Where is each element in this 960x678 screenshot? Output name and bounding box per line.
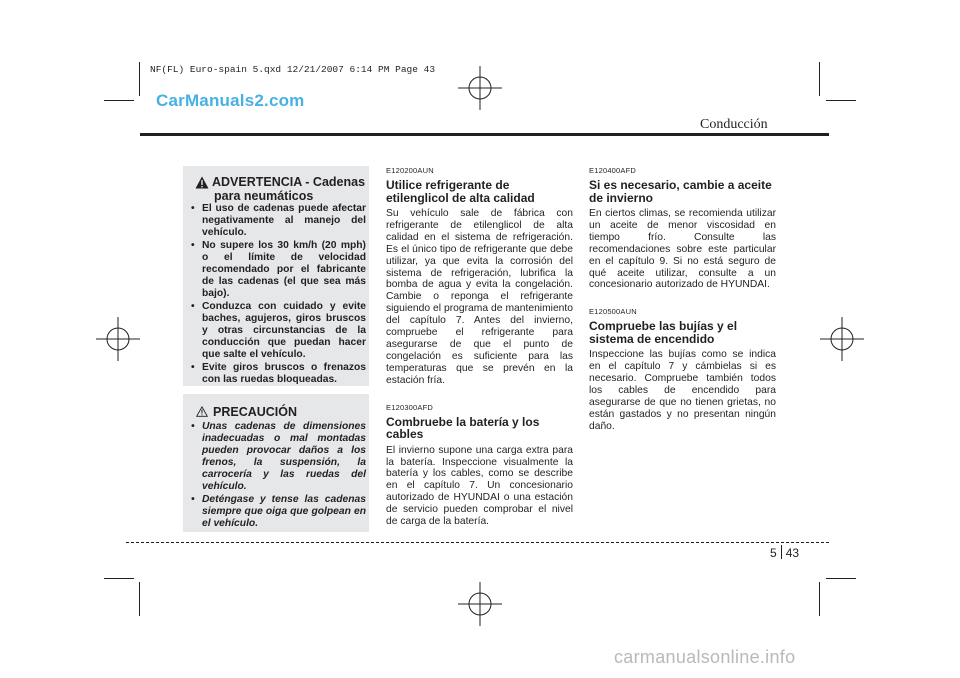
chapter-number: 5 — [770, 546, 777, 560]
section-code: E120500AUN — [589, 307, 637, 317]
section-title: Conducción — [700, 117, 768, 132]
footer-rule — [126, 542, 829, 543]
warning-list — [188, 203, 366, 387]
list-item: • Conduzca con cuidado y evite baches, agujeros, giros bruscos y otras circunstancias de la conducción que puedan hacer que salte el vehículo. — [188, 301, 366, 361]
list-item: • Unas cadenas de dimensiones inadecuadas o mal montadas pueden provocar daños a los frenos, la suspensión, la carrocería y las ruedas del vehículo. — [188, 421, 366, 493]
section-code: E120400AFD — [589, 166, 637, 175]
section-text: Su vehículo sale de fábrica con refrigerante de etilenglicol de alta calidad en el sistema de refrigeración. Es el único tipo de refrigerante que debe utilizar, ya que evita la corrosión del sistema de refrigeración, lubrifica la bomba de agua y evita la congelación. Cambie o reponga el refrigerante siguiendo el programa de mantenimiento del capítulo 7. Antes del invierno, compruebe el refrigerante para asegurarse de que el punto de congelación es suficiente para las temperaturas que se prevén en la estación fría. — [386, 208, 573, 386]
section-heading: Si es necesario, cambie a aceite de invierno — [589, 178, 772, 205]
section-code: E120200AUN — [386, 166, 434, 175]
crop-mark — [819, 582, 820, 616]
crop-mark — [104, 578, 134, 579]
warning-box — [183, 166, 369, 386]
page-separator — [781, 545, 782, 559]
section-heading: Combruebe la batería y los cables — [386, 414, 540, 442]
caution-title: PRECAUCIÓN — [213, 405, 298, 419]
page-number-value: 43 — [785, 546, 800, 560]
print-header: NF(FL) Euro-spain 5.qxd 12/21/2007 6:14 PM Page 43 — [150, 64, 436, 75]
registration-mark-icon — [458, 582, 502, 626]
section-text: En ciertos climas, se recomienda utilizar un aceite de menor viscosidad en tiempo frío. Consulte las recomendaciones sobre este particular en el capítulo 9. Si no está seguro de qué aceite utilizar, consulte a un concesionario autorizado de HYUNDAI. — [589, 208, 776, 291]
caution-box — [183, 394, 369, 532]
page-number — [770, 545, 799, 560]
crop-mark — [826, 100, 856, 101]
list-item: • El uso de cadenas puede afectar negativamente al manejo del vehículo. — [188, 203, 366, 239]
section-text: Inspeccione las bujías como se indica en el capítulo 7 y cámbielas si es necesario. Compruebe también todos los cables de encendido para asegurarse de que no tienen grietas, no están gastados y no presentan ningún daño. — [589, 349, 776, 432]
right-column — [589, 166, 776, 433]
section-text: El invierno supone una carga extra para la batería. Inspeccione visualmente la batería y los cables, como se describe en el capítulo 7. Un concesionario autorizado de HYUNDAI o una estación de servicio pueden comprobar el nivel de carga de la batería. — [386, 444, 573, 528]
list-item: • Deténgase y tense las cadenas siempre que oiga que golpean en el vehículo. — [188, 494, 366, 530]
footer-watermark[interactable]: carmanualsonline.info — [614, 647, 796, 667]
registration-mark-icon — [96, 317, 140, 361]
registration-mark-icon — [458, 66, 502, 110]
crop-mark — [139, 582, 140, 616]
title-rule — [140, 133, 829, 136]
registration-mark-icon — [820, 317, 864, 361]
section-heading: Compruebe las bujías y el sistema de encendido — [589, 319, 738, 346]
crop-mark — [819, 62, 820, 96]
crop-mark — [826, 578, 856, 579]
warning-title: ADVERTENCIA - Cadenas para neumáticos — [212, 175, 366, 203]
crop-mark — [104, 100, 134, 101]
caution-list — [188, 421, 366, 531]
watermark-logo[interactable]: CarManuals2.com — [156, 91, 305, 110]
list-item: • Evite giros bruscos o frenazos con las ruedas bloqueadas. — [188, 362, 366, 386]
section-code: E120300AFD — [386, 402, 434, 412]
caution-triangle-icon — [196, 406, 208, 417]
list-item: • No supere los 30 km/h (20 mph) o el límite de velocidad recomendado por el fabricante de las cadenas (el que sea más bajo). — [188, 240, 366, 300]
crop-mark — [139, 62, 140, 96]
middle-column — [386, 166, 573, 528]
warning-triangle-icon — [195, 176, 209, 189]
section-heading: Utilice refrigerante de etilenglicol de alta calidad — [386, 178, 535, 205]
